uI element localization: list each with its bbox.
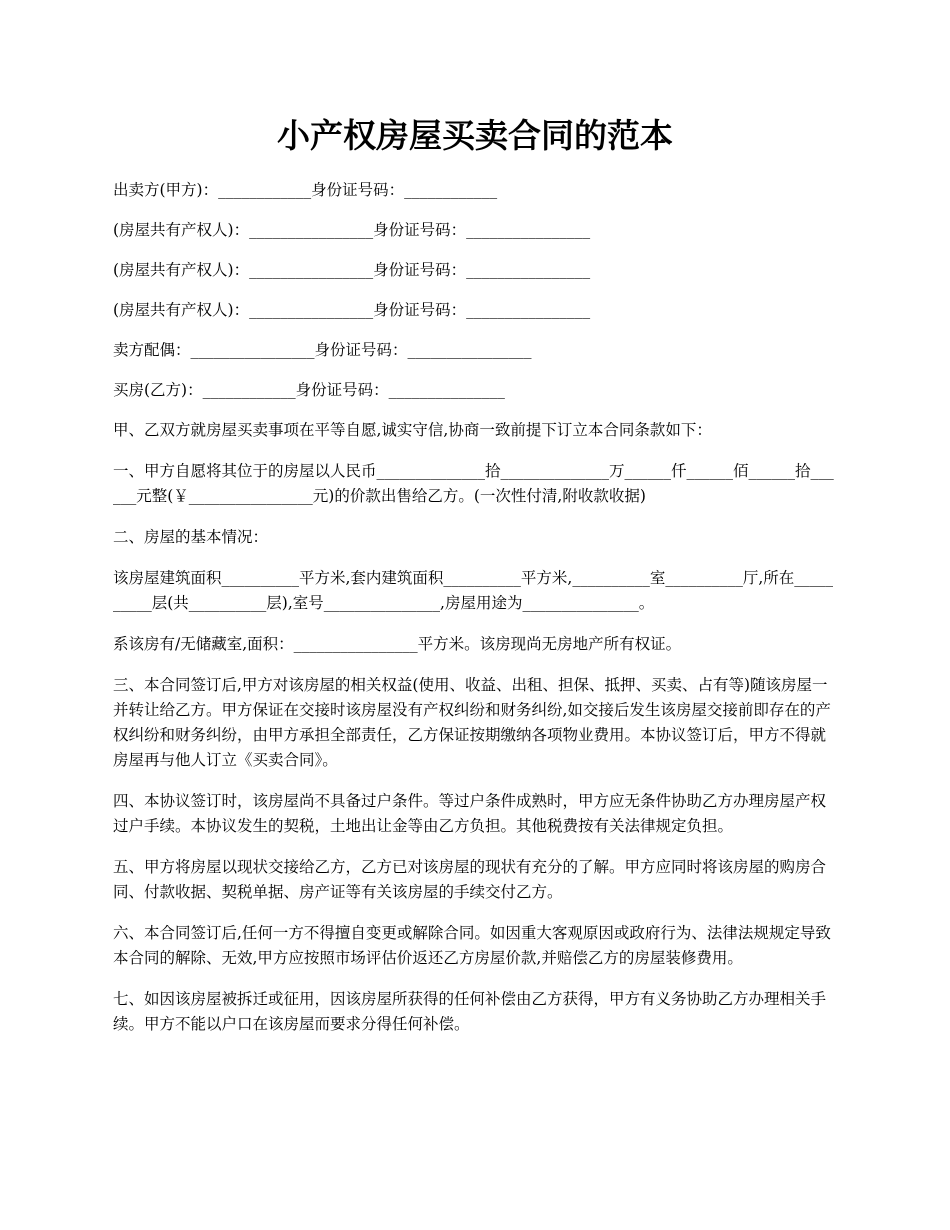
- house-details-paragraph: 该房屋建筑面积__________平方米,套内建筑面积__________平方米,__________室__________厅,所在__________层(共__________层),室号_______________,房屋用途为_______________。: [113, 569, 834, 612]
- clause-6-termination: 六、本合同签订后,任何一方不得擅自变更或解除合同。如因重大客观原因或政府行为、法律法规规定导致本合同的解除、无效,甲方应按照市场评估价返还乙方房屋价款,并赔偿乙方的房屋装修费用。: [113, 924, 831, 967]
- clause-7-demolition: 七、如因该房屋被拆迁或征用，因该房屋所获得的任何补偿由乙方获得，甲方有义务协助乙方办理相关手续。甲方不能以户口在该房屋而要求分得任何补偿。: [113, 990, 827, 1033]
- preamble-paragraph: 甲、乙双方就房屋买卖事项在平等自愿,诚实守信,协商一致前提下订立本合同条款如下：: [113, 421, 712, 439]
- seller-spouse-field: 卖方配偶：________________身份证号码：________________: [113, 341, 532, 359]
- clause-1-price: 一、甲方自愿将其位于的房屋以人民币______________拾______________万______仟______佰______拾______元整(￥________________元)的价款出售给乙方。(一次性付清,附收款收据): [113, 462, 834, 505]
- clause-4-title-transfer: 四、本协议签订时，该房屋尚不具备过户条件。等过户条件成熟时，甲方应无条件协助乙方办理房屋产权过户手续。本协议发生的契税，土地出让金等由乙方负担。其他税费按有关法律规定负担。: [113, 792, 827, 835]
- buyer-field: 买房(乙方)：____________身份证号码：_______________: [113, 381, 505, 399]
- clause-5-handover: 五、甲方将房屋以现状交接给乙方，乙方已对该房屋的现状有充分的了解。甲方应同时将该房屋的购房合同、付款收据、契税单据、房产证等有关该房屋的手续交付乙方。: [113, 858, 827, 901]
- document-body: [113, 178, 839, 1053]
- document-title: 小产权房屋买卖合同的范本: [277, 116, 673, 155]
- co-owner-field-1: (房屋共有产权人)：________________身份证号码：________________: [113, 221, 591, 239]
- clause-2-heading: 二、房屋的基本情况：: [113, 528, 269, 546]
- clause-3-rights-transfer: 三、本合同签订后,甲方对该房屋的相关权益(使用、收益、出租、担保、抵押、买卖、占有等)随该房屋一并转让给乙方。甲方保证在交接时该房屋没有产权纠纷和财务纠纷,如交接后发生该房屋交接前即存在的产权纠纷和财务纠纷，由甲方承担全部责任，乙方保证按期缴纳各项物业费用。本协议签订后，甲方不得就房屋再与他人订立《买卖合同》。: [113, 676, 831, 769]
- seller-field: 出卖方(甲方)：____________身份证号码：____________: [113, 181, 498, 199]
- storage-room-paragraph: 系该房有/无储藏室,面积：________________平方米。该房现尚无房地产所有权证。: [113, 635, 682, 653]
- co-owner-field-3: (房屋共有产权人)：________________身份证号码：________________: [113, 301, 591, 319]
- co-owner-field-2: (房屋共有产权人)：________________身份证号码：________________: [113, 261, 591, 279]
